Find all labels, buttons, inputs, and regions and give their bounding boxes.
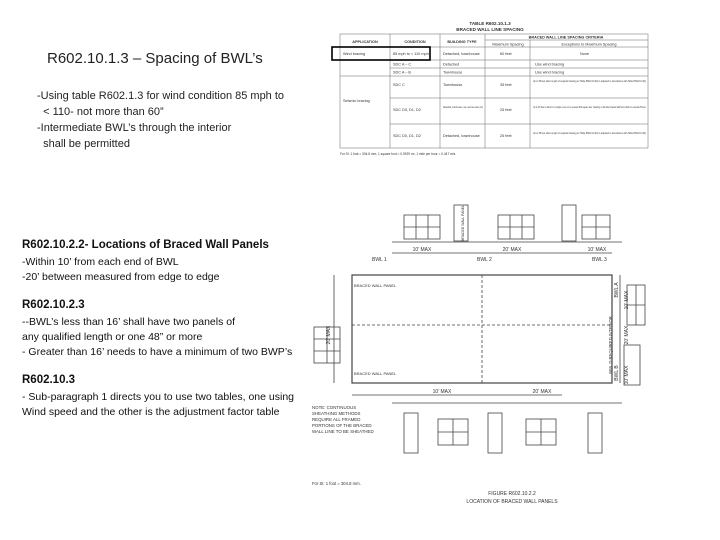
section-heading: R602.10.2.3 — [22, 299, 85, 311]
dimension-label: 20’ MAX — [532, 389, 552, 395]
braced-panel-icon — [404, 413, 418, 453]
dimension-label: 20’ MAX — [326, 325, 332, 345]
table-cell: SDC C — [393, 83, 405, 87]
panel-label: BRACED WALL PANEL — [354, 283, 397, 288]
dimension-label: 10’ MAX — [432, 389, 452, 395]
table-cell: SDC D0, D1, D2 — [393, 134, 421, 138]
figure-title: FIGURE R602.10.2.2 — [488, 491, 536, 497]
slide-title: R602.10.1.3 – Spacing of BWL’s — [47, 50, 263, 67]
section-line: -Within 10’ from each end of BWL — [22, 256, 179, 268]
table-cell: 85 mph to < 110 mph — [393, 52, 429, 56]
table-cell: Use wind bracing — [535, 62, 565, 67]
table-cell: Up to 35 feet when length of required bracing per Table R602.10.3(3) is adjusted in accordance with Table R602.10.3(4) — [533, 131, 647, 135]
section-line: --BWL’s less than 16’ shall have two panels of — [22, 316, 236, 328]
table-cell: SDC A – B — [393, 70, 411, 75]
table-cell: Wind bracing — [343, 52, 366, 56]
table-caption: TABLE R602.10.1.3 — [469, 21, 511, 26]
section-line: any qualified length or one 48” or more — [22, 331, 203, 343]
table-caption: BRACED WALL LINE SPACING — [456, 27, 524, 32]
dimension-label: 10’ MAX — [412, 247, 432, 253]
bwl-label: BWL B — [614, 365, 620, 381]
table-footnote: For SI: 1 foot = 304.8 mm, 1 square foot = 0.0929 m², 1 mile per hour = 0.447 m/s. — [340, 152, 457, 156]
table-cell: SDC A – C — [393, 62, 412, 67]
panel-tag: BRACED WALL PANEL — [461, 205, 465, 241]
bullet-line: shall be permitted — [37, 138, 130, 150]
table-cell: 25 feet — [500, 108, 512, 112]
braced-wall-plan-figure — [312, 195, 647, 515]
note-line: NOTE: CONTINUOUS — [312, 405, 357, 410]
bullet-line: < 110- not more than 60” — [37, 106, 164, 118]
section-line: -20’ between measured from edge to edge — [22, 271, 220, 283]
table-cell: 60 feet — [500, 52, 512, 56]
section-line: - Greater than 16’ needs to have a minimum of two BWP’s — [22, 346, 293, 358]
note-line: WALL LINE TO BE SHEATHED — [312, 429, 374, 434]
table-cell: Detached, townhouse — [443, 52, 480, 56]
si-note: For SI: 1 foot = 304.8 mm. — [312, 481, 361, 486]
dimension-label: 10’ MAX — [624, 290, 630, 310]
braced-panel-icon — [562, 205, 576, 241]
dimension-label: 10’ MAX — [624, 365, 630, 385]
bwl-label: BWL 2 — [477, 257, 492, 263]
note-line: SHEATHING METHODS — [312, 411, 361, 416]
dimension-label: 20’ MAX — [624, 325, 630, 345]
section-locations — [22, 238, 269, 285]
braced-panel-icon — [588, 413, 602, 453]
bwl-label: BWL A — [614, 282, 620, 298]
section-line: - Sub-paragraph 1 directs you to use two tables, one using — [22, 391, 294, 403]
dimension-label: 20’ MAX — [502, 247, 522, 253]
note-line: PORTIONS OF THE BRACED — [312, 423, 372, 428]
note-line: REQUIRE ALL FRAMED — [312, 417, 361, 422]
figure-caption: LOCATION OF BRACED WALL PANELS — [466, 499, 558, 505]
panel-label: BRACED WALL PANEL — [354, 371, 397, 376]
table-cell: Seismic bracing — [343, 99, 370, 103]
dimension-label: 10’ MAX — [587, 247, 607, 253]
table-cell: Use wind bracing — [535, 70, 565, 75]
braced-panel-icon — [488, 413, 502, 453]
table-cell: Up to 50 feet when length of required bracing per Table R602.10.3(3) is adjusted in accordance with Table R602.10.3(4) — [533, 79, 647, 83]
table-header: CONDITION — [404, 40, 426, 44]
bullet-line: -Intermediate BWL’s through the interior — [37, 122, 232, 134]
bullet-list — [37, 88, 284, 152]
table-cell: Detached — [443, 62, 460, 67]
bwl-label: BWL 3 — [592, 257, 607, 263]
table-cell: 35 feet — [500, 83, 512, 87]
table-cell: SDC D0, D1, D2 — [393, 108, 421, 112]
table-subheader: Maximum Spacing — [492, 42, 524, 47]
section-heading: R602.10.2.2- Locations of Braced Wall Panels — [22, 239, 269, 251]
table-cell: 25 feet — [500, 134, 512, 138]
spacing-table-figure — [330, 20, 650, 160]
table-header: BUILDING TYPE — [447, 40, 477, 44]
table-cell: Up to 35 feet to allow for a single room not to exceed 900 square feet. Spacing of all other braced wall lines shall not exceed 25 feet. — [533, 105, 647, 109]
table-subheader: Exceptions to Maximum Spacing — [561, 42, 617, 47]
section-tables — [22, 373, 294, 420]
table-header: APPLICATION — [352, 40, 378, 44]
bullet-line: -Using table R602.1.3 for wind condition 85 mph to — [37, 90, 285, 102]
bwl-label: BWL 1 — [372, 257, 387, 263]
table-cell: Detached, townhouses, one- and two-story only — [443, 105, 484, 109]
bwl-note: BWL D REQUIRED INTERIOR — [608, 316, 613, 374]
table-cell: Townhouse — [443, 83, 463, 87]
table-header: BRACED WALL LINE SPACING CRITERIA — [528, 35, 604, 40]
section-heading: R602.10.3 — [22, 374, 76, 386]
section-line: Wind speed and the other is the adjustment factor table — [22, 406, 280, 418]
table-cell: Detached, townhouse — [443, 134, 480, 138]
table-cell: Townhouse — [443, 70, 463, 75]
table-cell: None — [580, 52, 590, 56]
section-bwl-length — [22, 298, 292, 360]
